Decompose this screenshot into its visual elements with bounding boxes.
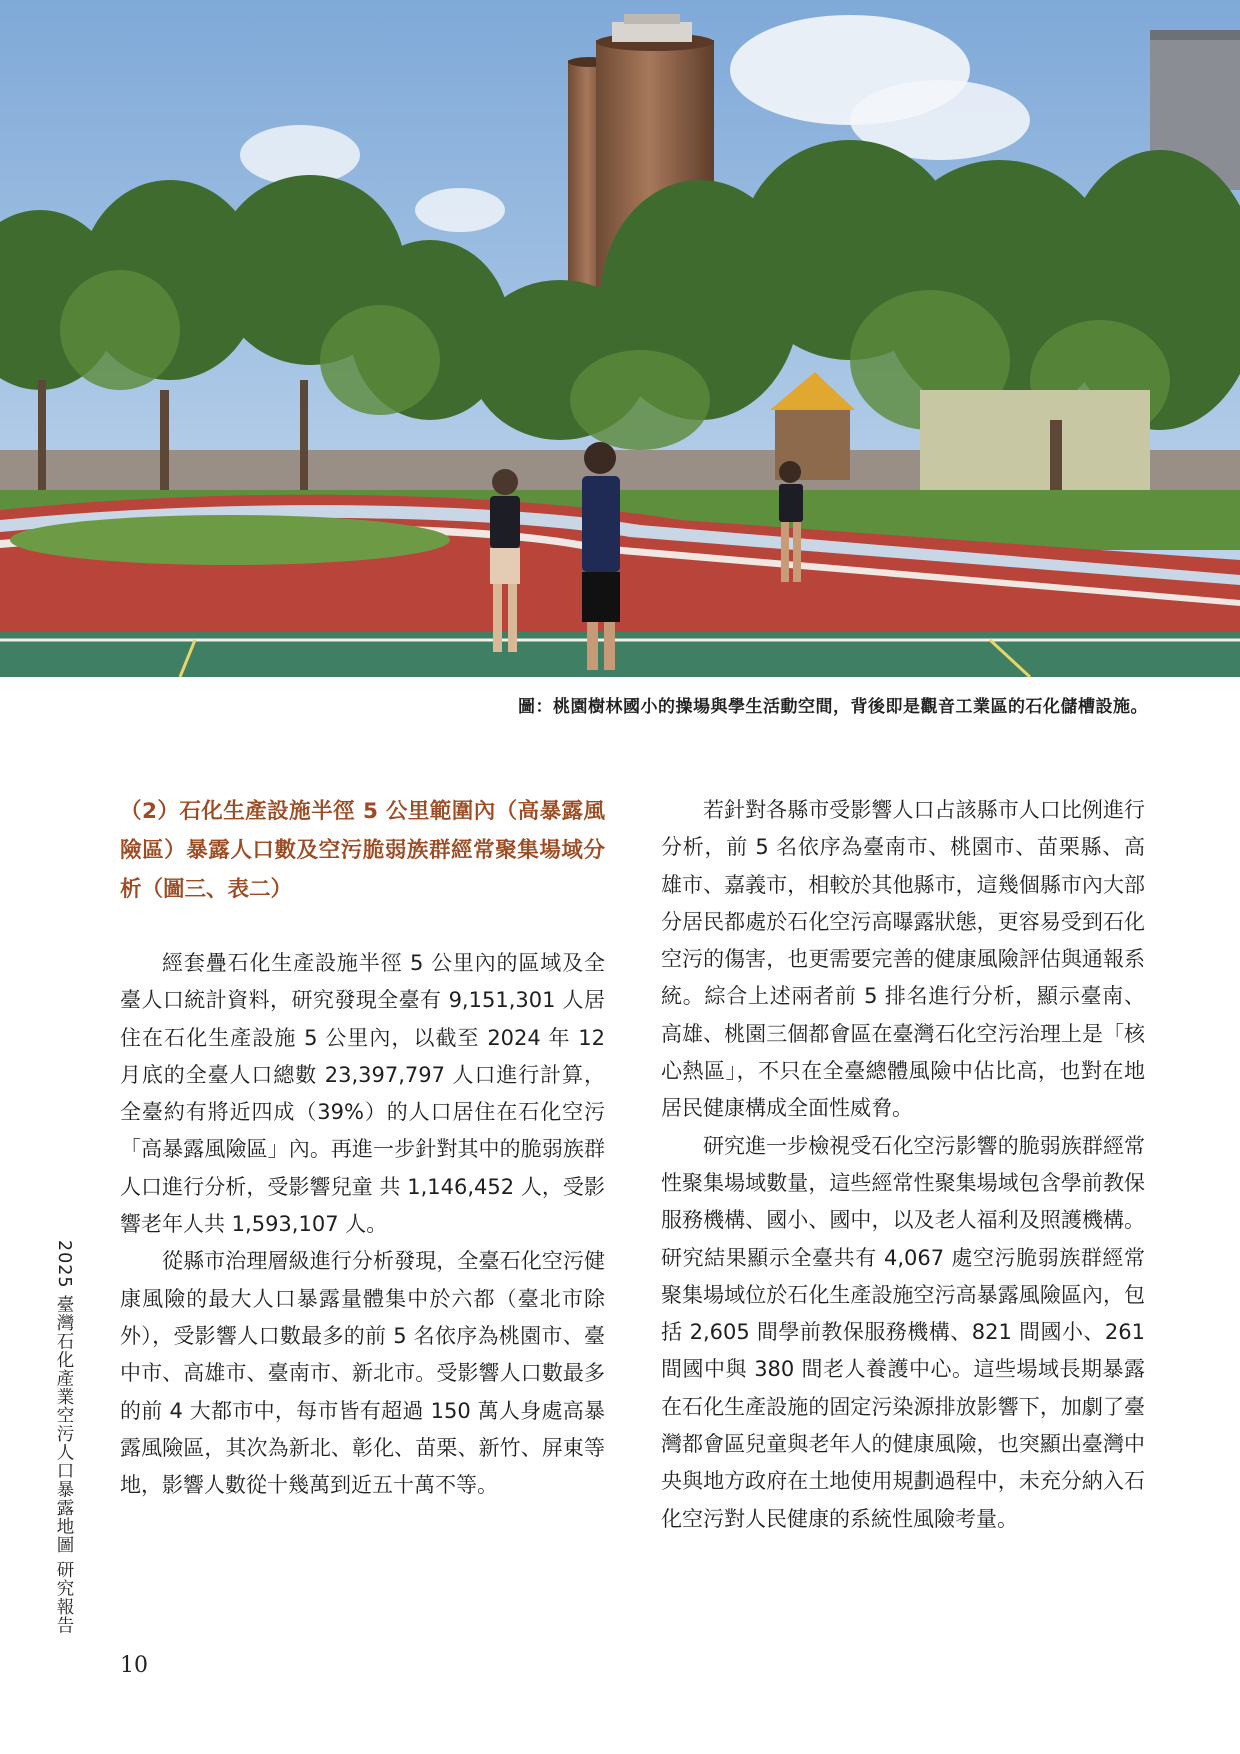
running-title: 2025 臺灣石化產業空污人口暴露地圖 研究報告 xyxy=(54,1240,74,1635)
left-column xyxy=(120,792,605,1504)
right-column xyxy=(661,792,1145,1538)
photo-caption: 圖：桃園樹林國小的操場與學生活動空間，背後即是觀音工業區的石化儲槽設施。 xyxy=(518,697,1148,717)
left-paragraph-1: 經套疊石化生產設施半徑 5 公里內的區域及全臺人口統計資料，研究發現全臺有 9,151,301 人居住在石化生產設施 5 公里內，以截至 2024 年 12 月底的全臺人口總數 23,397,797 人口進行計算，全臺約有將近四成（39%）的人口居住在石化空污「高暴露風險區」內。再進一步針對其中的脆弱族群人口進行分析，受影響兒童 共 1,146,452 人，受影響老年人共 1,593,107 人。 xyxy=(120,951,605,1237)
hero-photo xyxy=(0,0,1240,677)
left-paragraph-2: 從縣市治理層級進行分析發現，全臺石化空污健康風險的最大人口暴露量體集中於六都（臺北市除外），受影響人口數最多的前 5 名依序為桃園市、臺中市、高雄市、臺南市、新北市。受影響人口數最多的前 4 大都市中，每市皆有超過 150 萬人身處高暴露風險區，其次為新北、彰化、苗栗、新竹、屏東等地，影響人數從十幾萬到近五十萬不等。 xyxy=(120,1249,605,1498)
right-paragraph-1: 若針對各縣市受影響人口占該縣市人口比例進行分析，前 5 名依序為臺南市、桃園市、苗栗縣、高雄市、嘉義市，相較於其他縣市，這幾個縣市內大部分居民都處於石化空污高曝露狀態，更容易受到石化空污的傷害，也更需要完善的健康風險評估與通報系統。綜合上述兩者前 5 排名進行分析，顯示臺南、高雄、桃園三個都會區在臺灣石化空污治理上是「核心熱區」，不只在全臺總體風險中佔比高，也對在地居民健康構成全面性威脅。 xyxy=(661,798,1145,1121)
right-paragraph-2: 研究進一步檢視受石化空污影響的脆弱族群經常性聚集場域數量，這些經常性聚集場域包含學前教保服務機構、國小、國中，以及老人福利及照護機構。研究結果顯示全臺共有 4,067 處空污脆弱族群經常聚集場域位於石化生產設施空污高暴露風險區內，包括 2,605 間學前教保服務機構、821 間國小、261 間國中與 380 間老人養護中心。這些場域長期暴露在石化生產設施的固定污染源排放影響下，加劇了臺灣都會區兒童與老年人的健康風險，也突顯出臺灣中央與地方政府在土地使用規劃過程中，未充分納入石化空污對人民健康的系統性風險考量。 xyxy=(661,1133,1145,1531)
section-heading: （2）石化生產設施半徑 5 公里範圍內（高暴露風險區）暴露人口數及空污脆弱族群經常聚集場域分析（圖三、表二） xyxy=(120,799,605,902)
page-number: 10 xyxy=(120,1653,148,1678)
